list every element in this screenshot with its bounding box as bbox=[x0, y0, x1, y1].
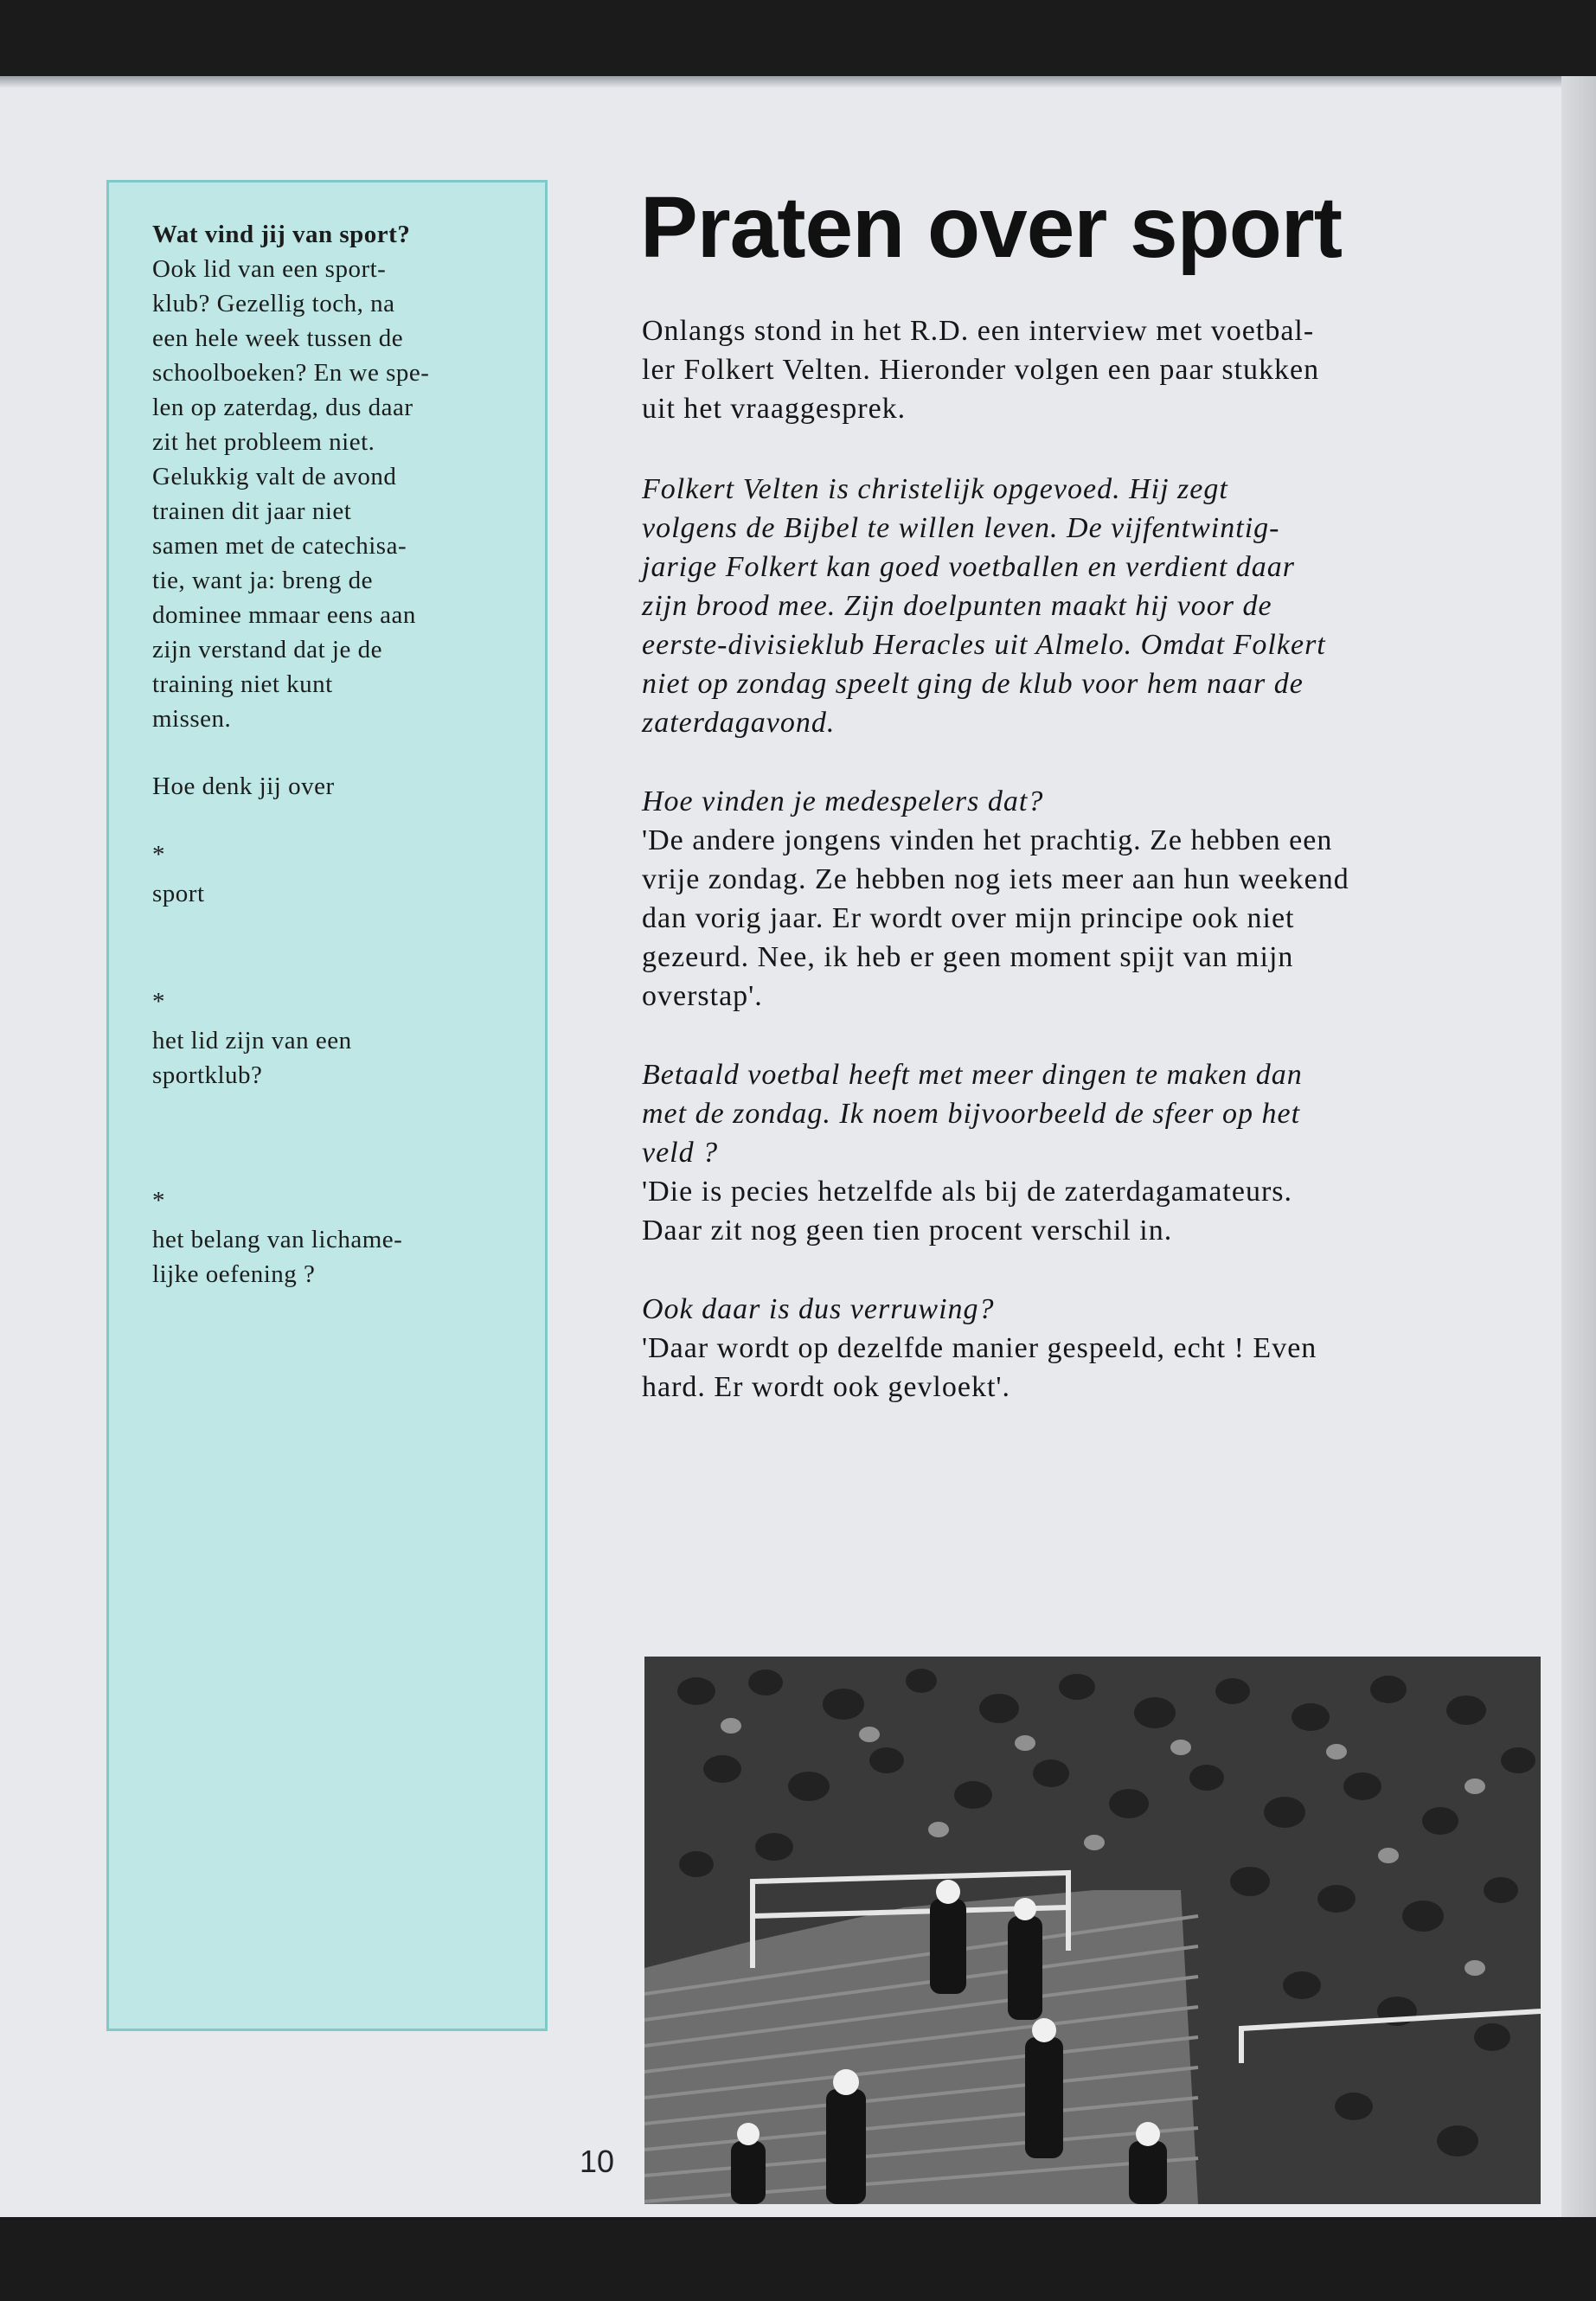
sidebar-item-line: sportklub? bbox=[152, 1061, 263, 1089]
article-intro-line: Onlangs stond in het R.D. een interview met voetbal- bbox=[642, 315, 1315, 347]
sidebar-intro-line: Ook lid van een sport- bbox=[152, 255, 387, 283]
qa-block bbox=[642, 782, 1576, 1016]
italic-intro-line: jarige Folkert kan goed voetballen en verdient daar bbox=[642, 551, 1296, 583]
sidebar-intro-line: missen. bbox=[152, 705, 232, 733]
sidebar-item bbox=[152, 876, 507, 911]
qa-answer-line: overstap'. bbox=[642, 980, 763, 1012]
sidebar-intro-line: training niet kunt bbox=[152, 670, 333, 698]
article-italic-intro bbox=[642, 470, 1576, 742]
qa-question-line: Betaald voetbal heeft met meer dingen te maken dan bbox=[642, 1059, 1303, 1091]
italic-intro-line: eerste-divisieklub Heracles uit Almelo. Omdat Folkert bbox=[642, 629, 1326, 661]
bullet-star: * bbox=[152, 841, 165, 868]
sidebar-intro-line: samen met de catechisa- bbox=[152, 532, 407, 560]
sidebar-intro-line: len op zaterdag, dus daar bbox=[152, 394, 413, 421]
qa-answer-line: dan vorig jaar. Er wordt over mijn principe ook niet bbox=[642, 902, 1295, 934]
sidebar-question: Hoe denk jij over bbox=[152, 772, 335, 800]
article-body bbox=[642, 311, 1576, 1446]
sidebar-intro-line: zijn verstand dat je de bbox=[152, 636, 382, 663]
sidebar-item bbox=[152, 1023, 507, 1093]
qa-answer-line: 'Die is pecies hetzelfde als bij de zaterdagamateurs. bbox=[642, 1176, 1293, 1208]
sidebar-intro-line: trainen dit jaar niet bbox=[152, 497, 352, 525]
qa-question-line: met de zondag. Ik noem bijvoorbeeld de sfeer op het bbox=[642, 1098, 1301, 1130]
article-intro-line: ler Folkert Velten. Hieronder volgen een paar stukken bbox=[642, 354, 1320, 386]
qa-answer-line: vrije zondag. Ze hebben nog iets meer aan hun weekend bbox=[642, 863, 1349, 895]
bullet-star: * bbox=[152, 1187, 165, 1215]
sidebar-intro-line: Gelukkig valt de avond bbox=[152, 463, 397, 490]
stadium-crowd-photo bbox=[644, 1657, 1541, 2204]
sidebar-item-line: sport bbox=[152, 880, 205, 907]
qa-answer-line: 'De andere jongens vinden het prachtig. Ze hebben een bbox=[642, 824, 1333, 856]
italic-intro-line: zijn brood mee. Zijn doelpunten maakt hij voor de bbox=[642, 590, 1272, 622]
qa-question-line: veld ? bbox=[642, 1137, 719, 1169]
qa-block bbox=[642, 1290, 1576, 1407]
sidebar-intro-line: een hele week tussen de bbox=[152, 324, 404, 352]
sidebar-item-line: lijke oefening ? bbox=[152, 1260, 316, 1288]
italic-intro-line: volgens de Bijbel te willen leven. De vijfentwintig- bbox=[642, 512, 1280, 544]
bullet-star: * bbox=[152, 988, 165, 1016]
sidebar-intro-line: klub? Gezellig toch, na bbox=[152, 290, 395, 317]
italic-intro-line: Folkert Velten is christelijk opgevoed. Hij zegt bbox=[642, 473, 1228, 505]
qa-question-line: Hoe vinden je medespelers dat? bbox=[642, 785, 1044, 817]
italic-intro-line: zaterdagavond. bbox=[642, 707, 836, 739]
sidebar-item bbox=[152, 1222, 507, 1292]
sidebar-box bbox=[106, 180, 548, 2031]
magazine-page bbox=[0, 76, 1596, 2217]
sidebar-intro bbox=[152, 252, 507, 736]
article-intro-line: uit het vraaggesprek. bbox=[642, 393, 907, 425]
sidebar-item-line: het lid zijn van een bbox=[152, 1027, 352, 1054]
qa-answer-line: Daar zit nog geen tien procent verschil in. bbox=[642, 1215, 1173, 1247]
sidebar-intro-line: tie, want ja: breng de bbox=[152, 567, 373, 594]
article-intro bbox=[642, 311, 1576, 428]
qa-answer-line: gezeurd. Nee, ik heb er geen moment spijt van mijn bbox=[642, 941, 1294, 973]
italic-intro-line: niet op zondag speelt ging de klub voor hem naar de bbox=[642, 668, 1304, 700]
qa-block bbox=[642, 1055, 1576, 1250]
sidebar-lead: Wat vind jij van sport? bbox=[152, 221, 411, 248]
page-top-edge bbox=[0, 76, 1596, 88]
sidebar-intro-line: zit het probleem niet. bbox=[152, 428, 375, 456]
page-title: Praten over sport bbox=[640, 179, 1343, 276]
sidebar-intro-line: schoolboeken? En we spe- bbox=[152, 359, 430, 387]
sidebar-item-line: het belang van lichame- bbox=[152, 1226, 403, 1253]
qa-question-line: Ook daar is dus verruwing? bbox=[642, 1293, 995, 1325]
qa-answer-line: 'Daar wordt op dezelfde manier gespeeld, echt ! Even bbox=[642, 1332, 1317, 1364]
qa-answer-line: hard. Er wordt ook gevloekt'. bbox=[642, 1371, 1011, 1403]
page-number: 10 bbox=[579, 2144, 615, 2179]
crowd-photo-illustration bbox=[644, 1657, 1541, 2204]
sidebar-intro-line: dominee mmaar eens aan bbox=[152, 601, 416, 629]
